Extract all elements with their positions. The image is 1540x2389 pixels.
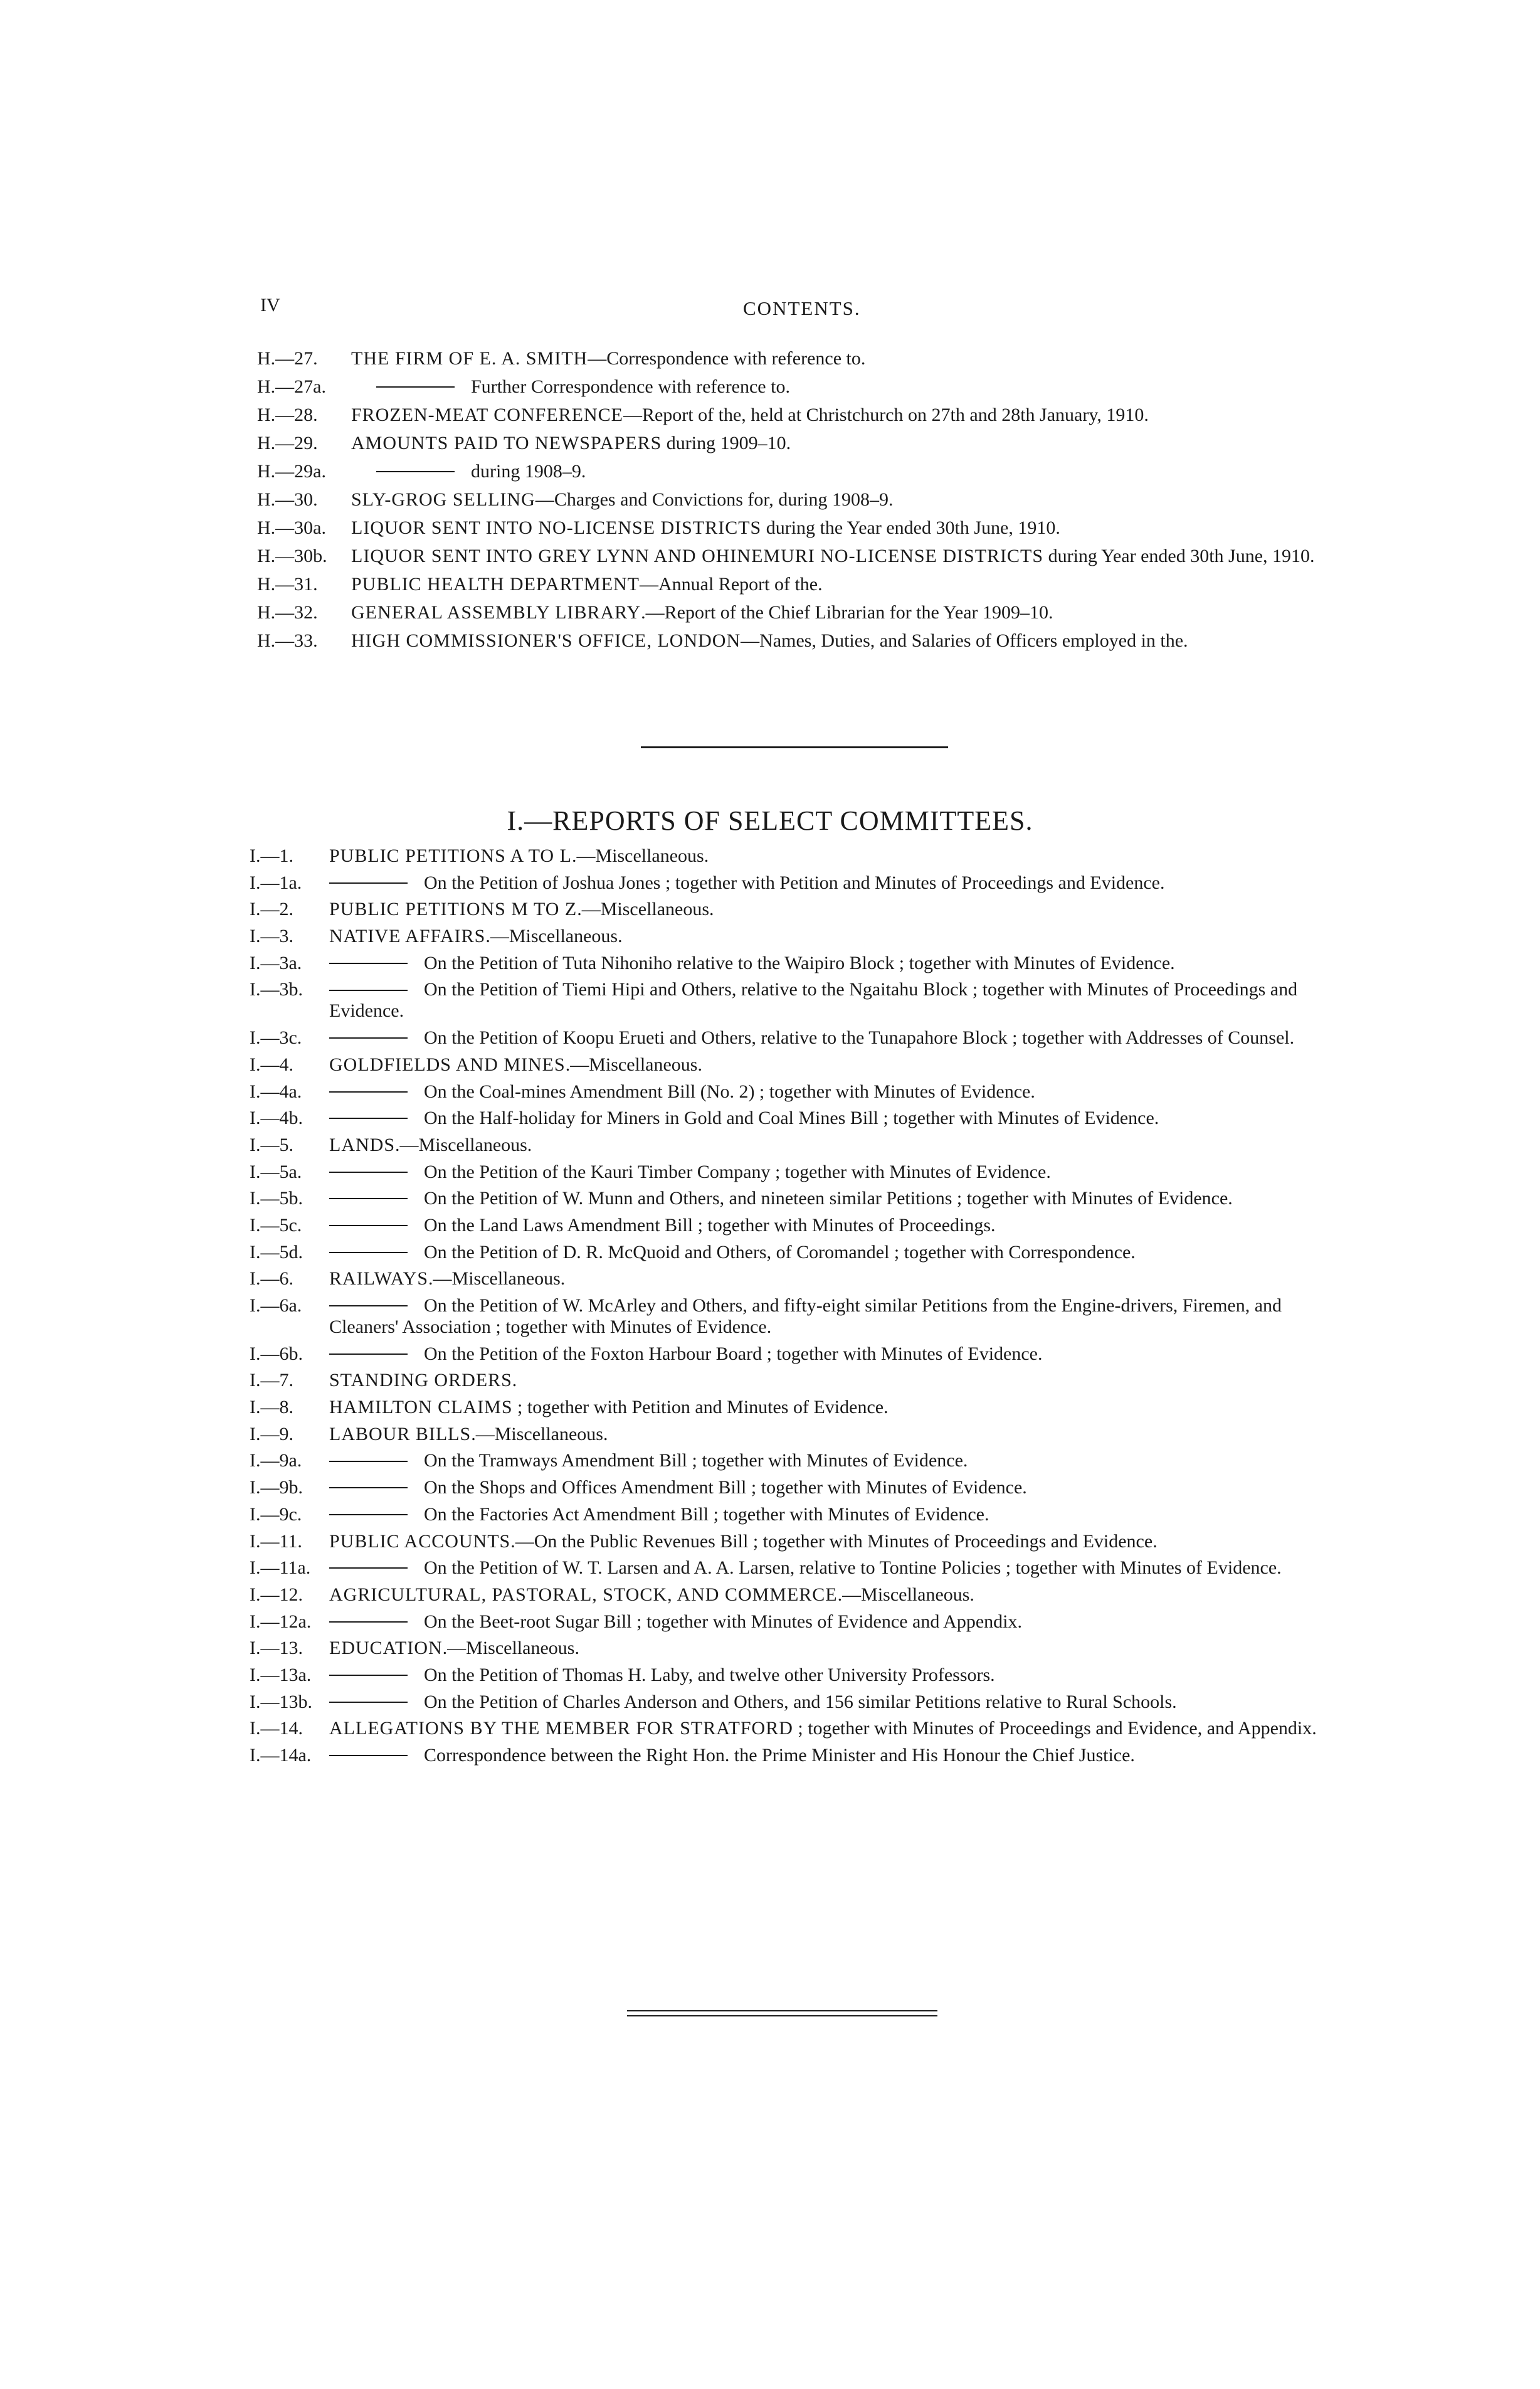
entry-text: On the Petition of the Kauri Timber Company ; together with Minutes of Evidence.	[424, 1161, 1051, 1182]
entry-heading: AGRICULTURAL, PASTORAL, STOCK, AND COMMERCE	[329, 1584, 838, 1605]
entry-code: H.—30.	[257, 489, 318, 510]
contents-entry	[0, 1162, 1540, 1183]
entry-body	[329, 1081, 1339, 1103]
entry-text: —Correspondence with reference to.	[588, 348, 866, 369]
entry-code: I.—5.	[250, 1134, 293, 1155]
ditto-dash	[329, 1118, 408, 1119]
entry-body	[329, 845, 1339, 867]
entry-body	[329, 926, 1339, 947]
contents-entry	[0, 1054, 1540, 1076]
entry-body	[329, 1135, 1339, 1156]
contents-entry	[0, 546, 1540, 567]
contents-entry	[0, 1692, 1540, 1713]
i-series-list	[0, 845, 1540, 1772]
entry-code: I.—11.	[250, 1530, 302, 1552]
ditto-dash	[329, 1353, 408, 1355]
entry-text: .—Miscellaneous.	[471, 1423, 608, 1444]
ditto-dash	[329, 1037, 408, 1039]
entry-body	[351, 517, 1339, 539]
entry-text: On the Petition of W. T. Larsen and A. A. Larsen, relative to Tontine Policies ; together with Minutes of Evidence.	[424, 1557, 1282, 1579]
entry-text: On the Petition of W. Munn and Others, and nineteen similar Petitions ; together with Minutes of Evidence.	[424, 1188, 1233, 1209]
contents-entry	[0, 1557, 1540, 1579]
contents-entry	[0, 1665, 1540, 1686]
entry-code: I.—5c.	[250, 1214, 302, 1236]
entry-text: .—Miscellaneous.	[571, 845, 709, 866]
entry-code: I.—9c.	[250, 1503, 302, 1525]
h-series-list	[0, 348, 1540, 659]
contents-entry	[0, 1188, 1540, 1209]
ditto-dash	[329, 1225, 408, 1226]
entry-text: —Charges and Convictions for, during 1908–9.	[535, 489, 894, 510]
entry-heading: AMOUNTS PAID TO NEWSPAPERS	[351, 433, 662, 453]
entry-text: .—Miscellaneous.	[442, 1638, 579, 1659]
entry-text: Further Correspondence with reference to.	[471, 376, 790, 397]
entry-text: .—Miscellaneous.	[485, 926, 623, 947]
entry-body	[351, 489, 1339, 511]
entry-text: On the Petition of Koopu Erueti and Others, relative to the Tunapahore Block ; together with Addresses of Counsel.	[424, 1027, 1295, 1049]
entry-heading: EDUCATION	[329, 1638, 443, 1659]
entry-text: .—Miscellaneous.	[577, 899, 714, 920]
entry-body	[329, 1477, 1339, 1498]
entry-code: I.—4b.	[250, 1108, 303, 1129]
entry-code: I.—9.	[250, 1423, 293, 1444]
contents-entry	[0, 1343, 1540, 1365]
contents-entry	[0, 1424, 1540, 1445]
entry-heading: RAILWAYS	[329, 1268, 429, 1290]
entry-code: I.—5b.	[250, 1188, 303, 1209]
contents-entry	[0, 1215, 1540, 1236]
entry-code: H.—31.	[257, 574, 318, 595]
contents-entry	[0, 845, 1540, 867]
entry-heading: SLY-GROG SELLING	[351, 489, 535, 510]
entry-body	[351, 574, 1339, 595]
entry-code: H.—33.	[257, 630, 318, 651]
entry-code: I.—3b.	[250, 979, 303, 1000]
ditto-dash	[329, 1675, 408, 1676]
contents-entry	[0, 1242, 1540, 1263]
entry-heading: LIQUOR SENT INTO GREY LYNN AND OHINEMURI NO-LICENSE DISTRICTS	[351, 546, 1044, 566]
entry-code: H.—29a.	[257, 461, 326, 482]
contents-entry	[0, 348, 1540, 369]
entry-body	[329, 1504, 1339, 1525]
entry-text: Correspondence between the Right Hon. the Prime Minister and His Honour the Chief Justice.	[424, 1745, 1135, 1766]
entry-heading: PUBLIC PETITIONS A TO L	[329, 845, 572, 866]
entry-body	[376, 376, 1339, 398]
entry-body	[376, 461, 1339, 482]
contents-entry	[0, 1081, 1540, 1103]
entry-text: during Year ended 30th June, 1910.	[1043, 546, 1315, 566]
entry-text: .—On the Public Revenues Bill ; together with Minutes of Proceedings and Evidence.	[510, 1530, 1158, 1552]
entry-text: On the Factories Act Amendment Bill ; together with Minutes of Evidence.	[424, 1503, 989, 1525]
entry-body	[329, 1557, 1339, 1579]
entry-body	[329, 1531, 1339, 1552]
contents-entry	[0, 517, 1540, 539]
ditto-dash	[329, 1198, 408, 1199]
entry-body	[329, 1397, 1339, 1418]
entry-text: On the Petition of Thomas H. Laby, and twelve other University Professors.	[424, 1664, 995, 1685]
entry-body	[329, 1665, 1339, 1686]
entry-body	[329, 1745, 1339, 1766]
entry-text: .—Miscellaneous.	[565, 1054, 702, 1075]
entry-body	[351, 348, 1339, 369]
entry-code: I.—2.	[250, 899, 293, 920]
ditto-dash	[329, 1621, 408, 1623]
contents-entry	[0, 376, 1540, 398]
page-header	[0, 295, 1540, 326]
ditto-dash	[329, 1702, 408, 1703]
entry-text: —Names, Duties, and Salaries of Officers employed in the.	[741, 630, 1188, 651]
entry-text: On the Petition of Charles Anderson and Others, and 156 similar Petitions relative to Rural Schools.	[424, 1691, 1177, 1712]
entry-body	[351, 602, 1339, 623]
entry-heading: NATIVE AFFAIRS	[329, 926, 486, 947]
entry-body	[329, 1268, 1339, 1290]
entry-text: .—Report of the Chief Librarian for the Year 1909–10.	[641, 602, 1053, 623]
entry-text: On the Coal-mines Amendment Bill (No. 2) ; together with Minutes of Evidence.	[424, 1081, 1035, 1102]
entry-text: ; together with Minutes of Proceedings and Evidence, and Appendix.	[793, 1718, 1317, 1739]
ditto-dash	[329, 1091, 408, 1093]
entry-code: H.—29.	[257, 433, 318, 453]
contents-entry	[0, 1504, 1540, 1525]
entry-text: On the Petition of W. McArley and Others, and fifty-eight similar Petitions from the Engine-drivers, Firemen, and Cleaners' Association ; together with Minutes of Evidence.	[329, 1295, 1282, 1337]
entry-code: H.—27a.	[257, 376, 326, 397]
entry-body	[329, 899, 1339, 920]
contents-entry	[0, 899, 1540, 920]
contents-entry	[0, 1638, 1540, 1659]
ditto-dash	[329, 990, 408, 991]
entry-text: —Report of the, held at Christchurch on 27th and 28th January, 1910.	[623, 405, 1149, 425]
entry-text: On the Petition of Tiemi Hipi and Others, relative to the Ngaitahu Block ; together with Minutes of Proceedings and Evidence.	[329, 979, 1298, 1022]
entry-code: I.—7.	[250, 1370, 293, 1391]
ditto-dash	[329, 1487, 408, 1488]
entry-text: On the Petition of the Foxton Harbour Board ; together with Minutes of Evidence.	[424, 1343, 1043, 1364]
entry-code: I.—12a.	[250, 1611, 312, 1632]
entry-heading: HIGH COMMISSIONER'S OFFICE, LONDON	[351, 630, 741, 651]
section-title: I.—REPORTS OF SELECT COMMITTEES.	[507, 805, 1033, 836]
contents-entry	[0, 1027, 1540, 1049]
entry-code: I.—14.	[250, 1718, 303, 1739]
entry-text: during 1908–9.	[471, 461, 586, 482]
entry-code: I.—4.	[250, 1054, 293, 1075]
entry-code: H.—30b.	[257, 546, 327, 566]
entry-code: I.—4a.	[250, 1081, 302, 1102]
contents-entry	[0, 489, 1540, 511]
entry-code: I.—5a.	[250, 1161, 302, 1182]
entry-text: during 1909–10.	[662, 433, 791, 453]
entry-code: I.—3.	[250, 926, 293, 947]
entry-code: I.—5d.	[250, 1241, 303, 1263]
entry-text: On the Petition of Tuta Nihoniho relative to the Waipiro Block ; together with Minutes of Evidence.	[424, 952, 1175, 973]
entry-body	[329, 1450, 1339, 1471]
contents-entry	[0, 1135, 1540, 1156]
entry-code: I.—3a.	[250, 952, 302, 973]
entry-heading: PUBLIC HEALTH DEPARTMENT	[351, 574, 640, 595]
entry-code: I.—6b.	[250, 1343, 303, 1364]
entry-text: .	[512, 1370, 517, 1391]
entry-code: I.—13a.	[250, 1664, 312, 1685]
contents-entry	[0, 1370, 1540, 1391]
contents-entry	[0, 405, 1540, 426]
entry-body	[351, 546, 1339, 567]
entry-heading: FROZEN-MEAT CONFERENCE	[351, 405, 623, 425]
contents-entry	[0, 1295, 1540, 1338]
entry-code: I.—8.	[250, 1397, 293, 1418]
entry-body	[329, 1424, 1339, 1445]
entry-text: —Annual Report of the.	[640, 574, 823, 595]
entry-code: H.—32.	[257, 602, 318, 623]
ditto-dash	[329, 1514, 408, 1515]
entry-text: .—Miscellaneous.	[428, 1268, 566, 1290]
entry-code: I.—13b.	[250, 1691, 312, 1712]
entry-text: On the Petition of Joshua Jones ; together with Petition and Minutes of Proceedings and Evidence.	[424, 872, 1165, 893]
entry-text: On the Beet-root Sugar Bill ; together with Minutes of Evidence and Appendix.	[424, 1611, 1022, 1632]
entry-heading: ALLEGATIONS BY THE MEMBER FOR STRATFORD	[329, 1718, 793, 1739]
entry-code: H.—27.	[257, 348, 318, 369]
contents-entry	[0, 1718, 1540, 1739]
contents-entry	[0, 979, 1540, 1022]
entry-body	[329, 1242, 1339, 1263]
entry-body	[351, 630, 1339, 652]
entry-heading: LIQUOR SENT INTO NO-LICENSE DISTRICTS	[351, 517, 762, 538]
entry-text: .—Miscellaneous.	[395, 1134, 532, 1155]
entry-body	[329, 1188, 1339, 1209]
entry-heading: PUBLIC ACCOUNTS	[329, 1530, 511, 1552]
entry-code: I.—13.	[250, 1638, 303, 1659]
entry-heading: THE FIRM OF E. A. SMITH	[351, 348, 588, 369]
entry-code: I.—11a.	[250, 1557, 311, 1579]
entry-heading: STANDING ORDERS	[329, 1370, 512, 1391]
entry-text: On the Shops and Offices Amendment Bill ; together with Minutes of Evidence.	[424, 1477, 1027, 1498]
contents-entry	[0, 630, 1540, 652]
entry-text: .—Miscellaneous.	[837, 1584, 974, 1605]
closing-double-rule	[627, 2010, 937, 2016]
section-divider	[641, 746, 948, 748]
entry-heading: HAMILTON CLAIMS	[329, 1397, 513, 1418]
entry-body	[329, 979, 1339, 1022]
entry-text: ; together with Petition and Minutes of Evidence.	[512, 1397, 889, 1418]
entry-body	[329, 1054, 1339, 1076]
entry-code: I.—12.	[250, 1584, 303, 1605]
entry-body	[329, 1108, 1339, 1129]
entry-body	[329, 872, 1339, 894]
ditto-dash	[329, 882, 408, 884]
page-number: IV	[260, 295, 280, 315]
entry-body	[329, 1370, 1339, 1391]
contents-entry	[0, 926, 1540, 947]
entry-body	[329, 1692, 1339, 1713]
contents-entry	[0, 1268, 1540, 1290]
entry-text: On the Land Laws Amendment Bill ; together with Minutes of Proceedings.	[424, 1214, 996, 1236]
entry-code: I.—6a.	[250, 1295, 302, 1316]
contents-entry	[0, 1745, 1540, 1766]
entry-body	[329, 1295, 1339, 1338]
entry-body	[351, 405, 1339, 426]
contents-entry	[0, 433, 1540, 454]
contents-entry	[0, 1397, 1540, 1418]
contents-entry	[0, 1450, 1540, 1471]
entry-text: during the Year ended 30th June, 1910.	[761, 517, 1060, 538]
contents-entry	[0, 1611, 1540, 1633]
contents-entry	[0, 1584, 1540, 1606]
ditto-dash	[329, 1755, 408, 1756]
entry-text: On the Half-holiday for Miners in Gold and Coal Mines Bill ; together with Minutes of Evidence.	[424, 1108, 1159, 1129]
entry-code: I.—9a.	[250, 1450, 302, 1471]
entry-heading: LABOUR BILLS	[329, 1423, 472, 1444]
contents-entry	[0, 872, 1540, 894]
entry-text: On the Tramways Amendment Bill ; together with Minutes of Evidence.	[424, 1450, 968, 1471]
running-title: CONTENTS.	[743, 297, 861, 319]
entry-body	[329, 1611, 1339, 1633]
entry-code: I.—6.	[250, 1268, 293, 1290]
ditto-dash	[329, 1567, 408, 1569]
entry-body	[329, 1162, 1339, 1183]
contents-entry	[0, 602, 1540, 623]
entry-body	[329, 1584, 1339, 1606]
contents-entry	[0, 1108, 1540, 1129]
entry-body	[329, 1638, 1339, 1659]
ditto-dash	[329, 1461, 408, 1462]
contents-entry	[0, 1531, 1540, 1552]
ditto-dash	[376, 471, 455, 472]
entry-text: On the Petition of D. R. McQuoid and Others, of Coromandel ; together with Correspondence.	[424, 1241, 1136, 1263]
entry-body	[329, 1027, 1339, 1049]
entry-heading: GOLDFIELDS AND MINES	[329, 1054, 566, 1075]
entry-code: I.—14a.	[250, 1745, 312, 1766]
contents-entry	[0, 1477, 1540, 1498]
entry-body	[329, 1718, 1339, 1739]
ditto-dash	[329, 1172, 408, 1173]
entry-code: I.—9b.	[250, 1477, 303, 1498]
entry-code: H.—28.	[257, 405, 318, 425]
entry-heading: LANDS	[329, 1134, 396, 1155]
entry-body	[329, 1343, 1339, 1365]
contents-entry	[0, 461, 1540, 482]
entry-code: I.—1.	[250, 845, 293, 866]
ditto-dash	[329, 1252, 408, 1253]
contents-entry	[0, 574, 1540, 595]
entry-code: H.—30a.	[257, 517, 326, 538]
entry-body	[329, 953, 1339, 974]
entry-body	[351, 433, 1339, 454]
entry-heading: GENERAL ASSEMBLY LIBRARY	[351, 602, 641, 623]
entry-code: I.—3c.	[250, 1027, 302, 1049]
contents-entry	[0, 953, 1540, 974]
ditto-dash	[329, 1305, 408, 1306]
ditto-dash	[329, 963, 408, 964]
entry-heading: PUBLIC PETITIONS M TO Z	[329, 899, 578, 920]
ditto-dash	[376, 386, 455, 388]
entry-body	[329, 1215, 1339, 1236]
entry-code: I.—1a.	[250, 872, 302, 893]
